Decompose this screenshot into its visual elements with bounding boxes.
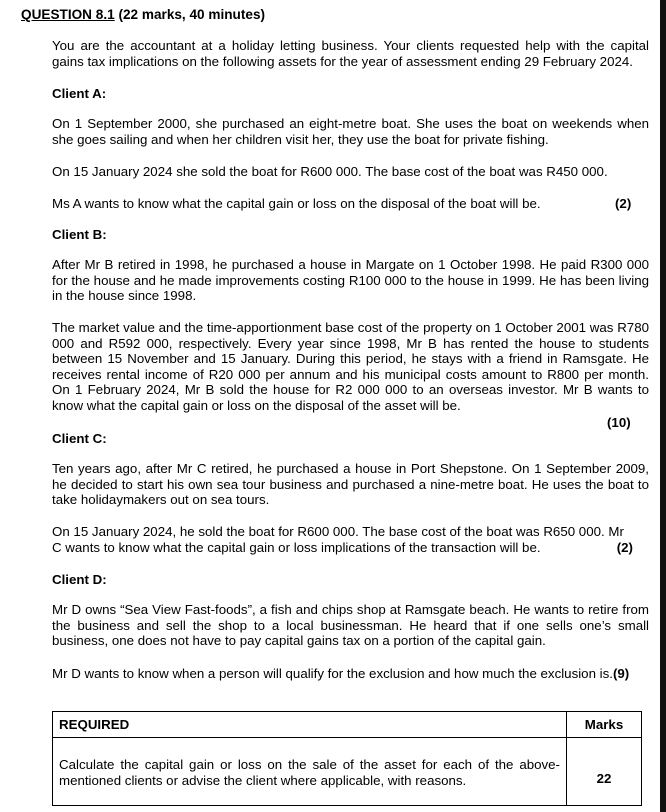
client-c-paragraph-1: Ten years ago, after Mr C retired, he purchased a house in Port Shepstone. On 1 September 2009, he decided to start his own sea tour business and purchased a nine-metre boat. He uses the boat to take holidaymakers out on sea tours. [52,461,649,508]
question-number: QUESTION 8.1 [21,7,115,22]
client-d-marks: (9) [612,666,630,681]
required-table-header-row [53,712,642,738]
client-b-marks: (10) [607,415,631,430]
client-b-paragraph-2: The market value and the time-apportionment base cost of the property on 1 October 2001 was R780 000 and R592 000, respectively. Every year since 1998, Mr B has rented the house to students between 15 November and 15 January. During this period, he stays with a friend in Ramsgate. He receives rental income of R20 000 per annum and his municipal costs amount to R800 per month. On 1 February 2024, Mr B sold the house for R2 000 000 to an overseas investor. Mr B wants to know what the capital gain or loss on the disposal of the asset will be. [52,320,649,413]
client-d-paragraph-1: Mr D owns “Sea View Fast-foods”, a fish and chips shop at Ramsgate beach. He wants to retire from the business and sell the shop to a local businessman. He heard that if one sells one’s small business, one does not have to pay capital gains tax on a portion of the capital gain. [52,602,649,649]
intro-paragraph: You are the accountant at a holiday letting business. Your clients requested help with the capital gains tax implications on the following assets for the year of assessment ending 29 February 2024. [52,38,649,69]
client-a-marks: (2) [615,196,632,211]
required-description: Calculate the capital gain or loss on the sale of the asset for each of the above-mentioned clients or advise the client where applicable, with reasons. [53,738,567,806]
client-c-marks: (2) [616,539,633,555]
client-c-paragraph-2-line-2: C wants to know what the capital gain or loss implications of the transaction will be. [52,539,541,555]
client-c-paragraph-2-line-2-row [52,540,649,556]
client-c-paragraph-2-line-1: On 15 January 2024, he sold the boat for R600 000. The base cost of the boat was R650 000. Mr [52,524,624,539]
scan-edge-border [660,0,666,812]
client-b-label: Client B: [52,227,107,242]
client-d-label: Client D: [52,572,107,587]
client-a-label: Client A: [52,86,107,101]
required-table-row [53,738,642,806]
client-b-paragraph-1: After Mr B retired in 1998, he purchased a house in Margate on 1 October 1998. He paid R300 000 for the house and he made improvements costing R100 000 to the house in 1999. He has been living in the house since 1998. [52,257,649,304]
required-header: REQUIRED [53,712,567,738]
client-a-paragraph-1: On 1 September 2000, she purchased an eight-metre boat. She uses the boat on weekends when she goes sailing and when her children visit her, they use the boat for private fishing. [52,116,649,147]
client-a-paragraph-3: Ms A wants to know what the capital gain or loss on the disposal of the boat will be. [52,196,541,211]
client-d-paragraph-2: Mr D wants to know when a person will qualify for the exclusion and how much the exclusion is. [52,666,613,681]
client-c-label: Client C: [52,431,107,446]
required-marks-value: 22 [567,738,642,806]
question-heading [21,7,265,23]
client-c-paragraph-2 [52,524,649,555]
client-a-paragraph-2: On 15 January 2024 she sold the boat for R600 000. The base cost of the boat was R450 000. [52,164,608,179]
question-meta: (22 marks, 40 minutes) [118,7,266,22]
marks-header: Marks [567,712,642,738]
required-table [52,711,642,806]
client-d-paragraph-2-row [52,666,649,682]
